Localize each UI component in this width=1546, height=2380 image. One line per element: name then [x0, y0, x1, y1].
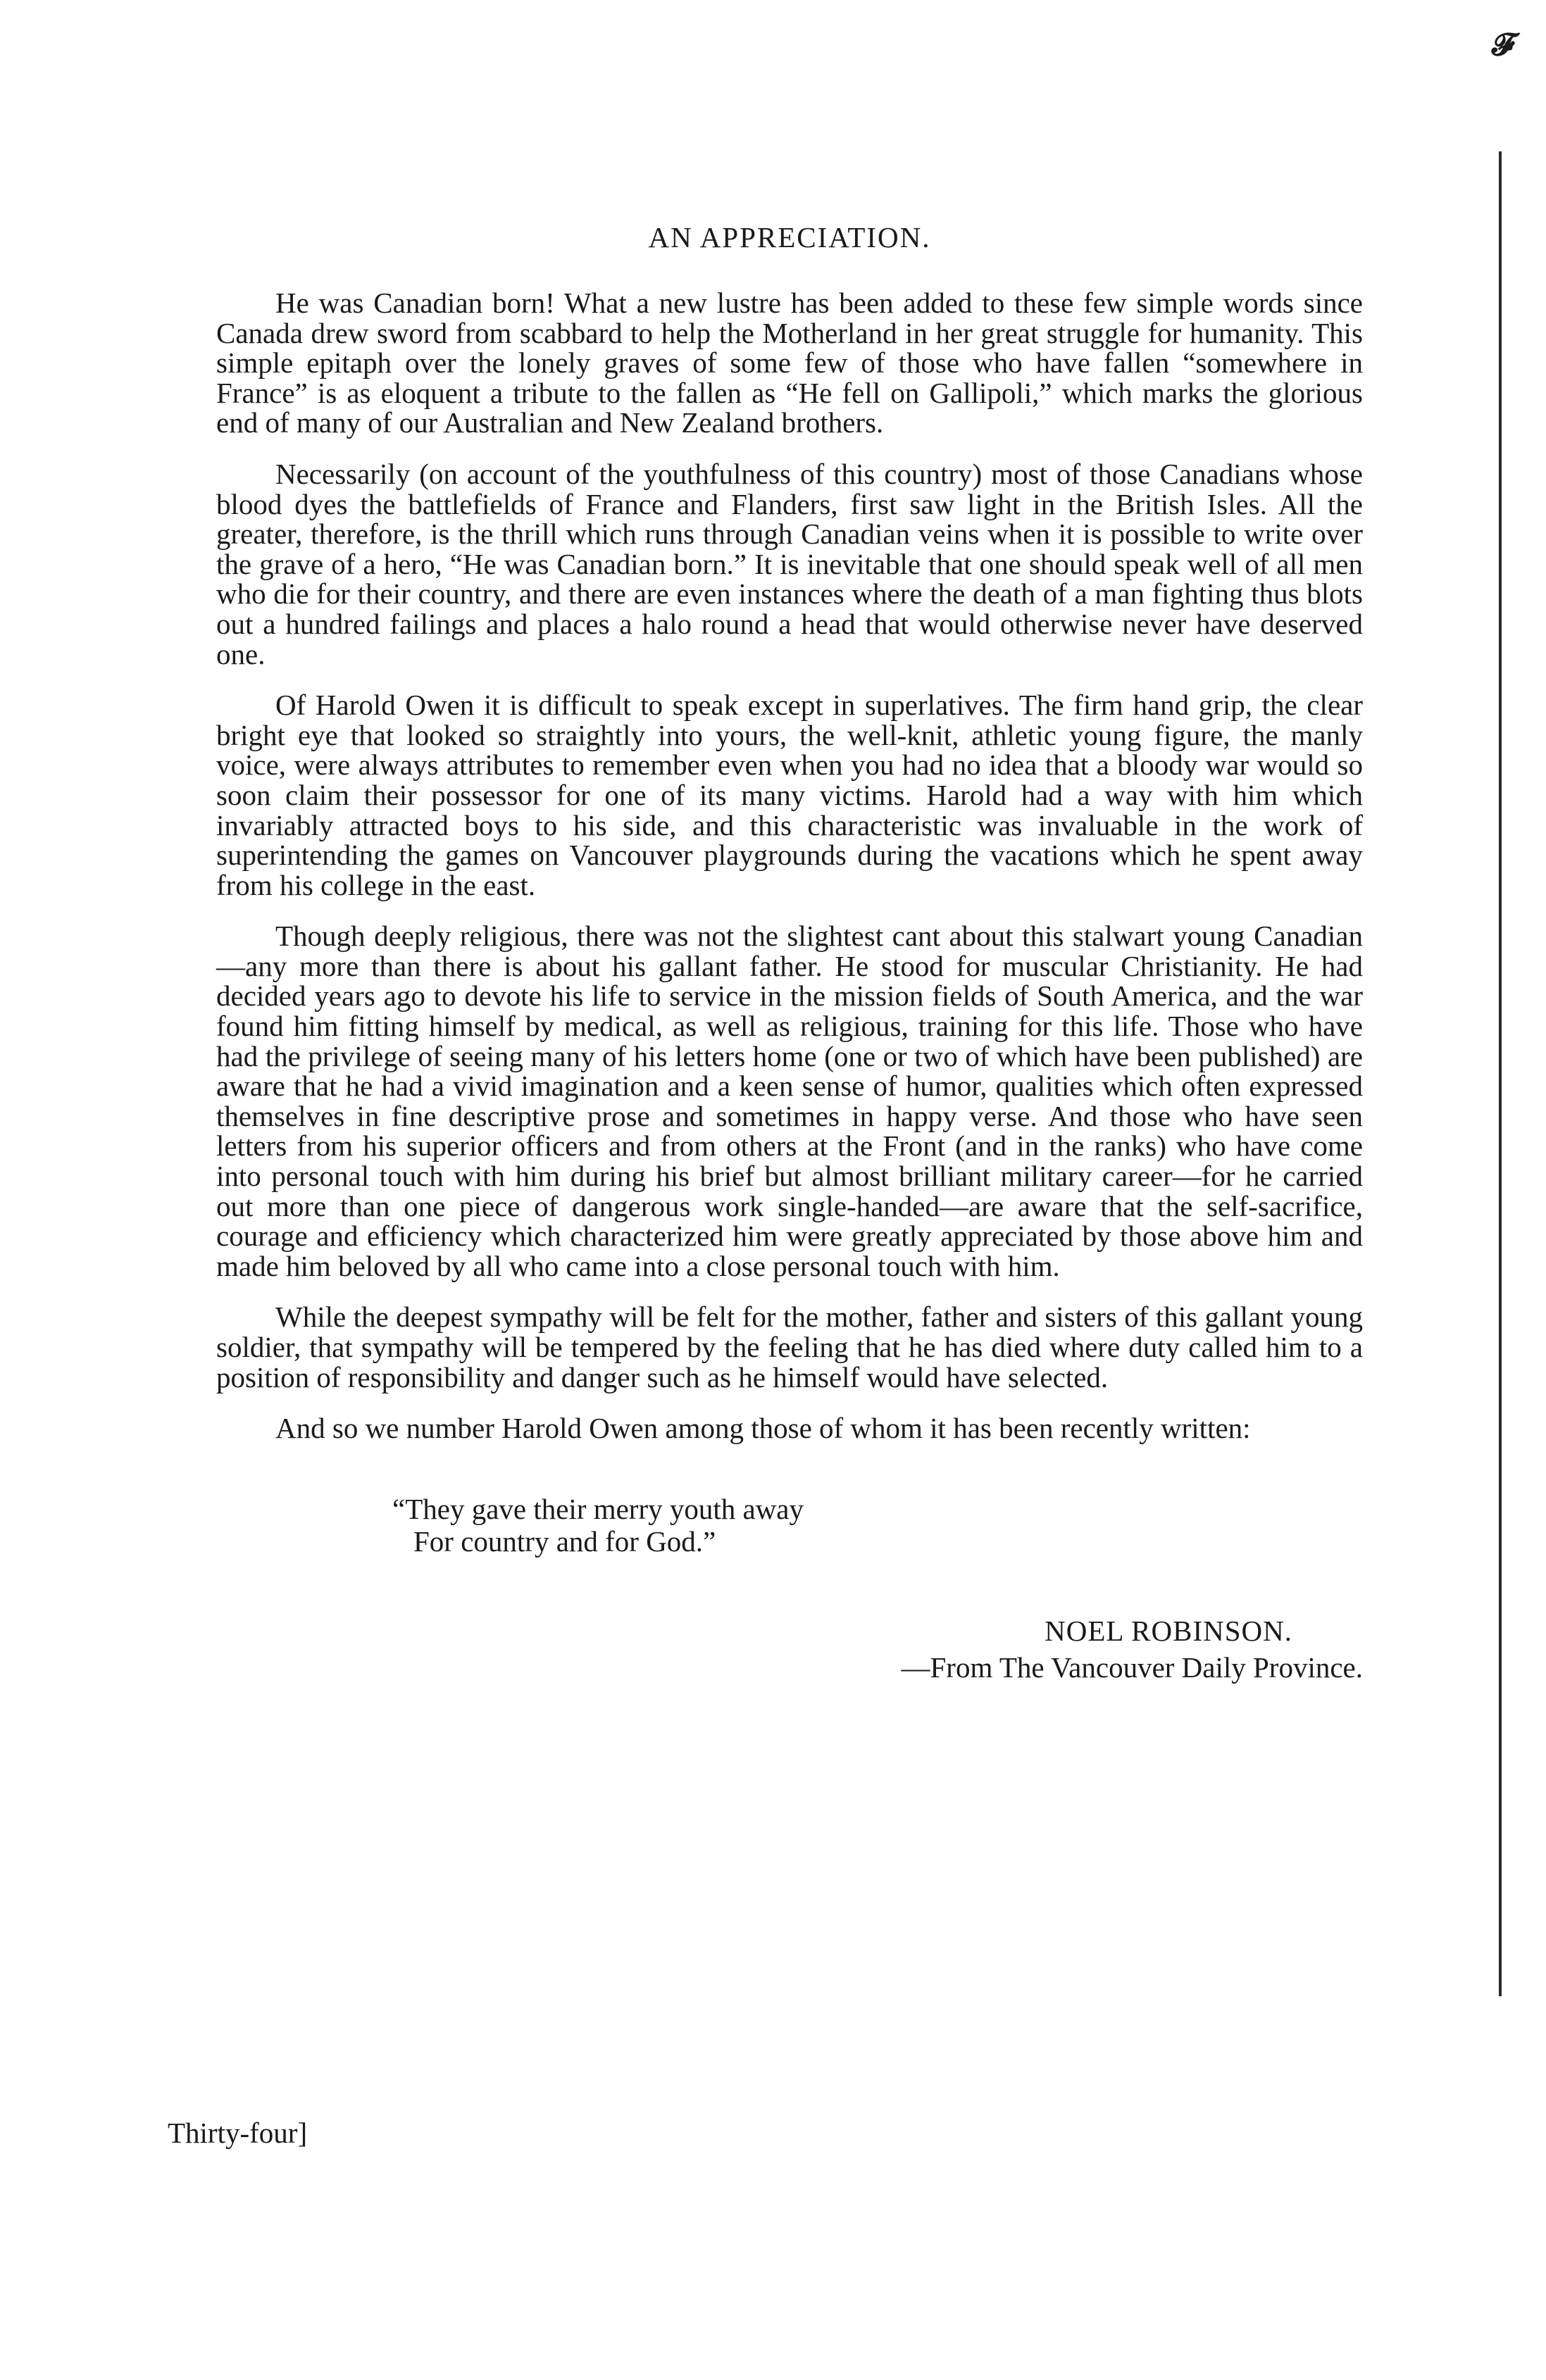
paragraph-1: He was Canadian born! What a new lustre has been added to these few simple words since Canada drew sword from scabbard to help the Motherland in her great struggle for humanity. This simple epitaph over the lonely graves of some few of those who have fallen “somewhere in France” is as eloquent a tribute to the fallen as “He fell on Gallipoli,” which marks the glorious end of many of our Australian and New Zealand brothers.: [216, 287, 1363, 439]
signature-block: [216, 1612, 1363, 1686]
paragraph-2: Necessarily (on account of the youthfulness of this country) most of those Canadians whose blood dyes the battlefields of France and Flanders, first saw light in the British Isles. All the greater, therefore, is the thrill which runs through Canadian veins when it is possible to write over the grave of a hero, “He was Canadian born.” It is inevitable that one should speak well of all men who die for their country, and there are even instances where the death of a man fighting thus blots out a hundred failings and places a halo round a head that would otherwise never have deserved one.: [216, 457, 1363, 670]
verse-line-2: For country and for God.”: [413, 1524, 716, 1558]
page-edge-line: [1499, 151, 1502, 1996]
author-name: NOEL ROBINSON.: [1045, 1614, 1292, 1647]
corner-mark: 𝓕: [1492, 27, 1515, 62]
paragraph-3: Of Harold Owen it is difficult to speak except in superlatives. The firm hand grip, the clear bright eye that looked so straightly into yours, the well-knit, athletic young figure, the manly voice, were always attributes to remember even when you had no idea that a bloody war would so soon claim their possessor for one of its many victims. Harold had a way with him which invariably attracted boys to his side, and this characteristic was invaluable in the work of superintending the games on Vancouver playgrounds during the vacations which he spent away from his college in the east.: [216, 689, 1363, 901]
page-number-label: Thirty-four]: [168, 2117, 308, 2149]
verse-quote: [392, 1493, 1363, 1558]
paragraph-4: Though deeply religious, there was not the slightest cant about this stalwart young Canadian—any more than there is about his gallant father. He stood for muscular Christianity. He had decided years ago to devote his life to service in the mission fields of South America, and the war found him fitting himself by medical, as well as religious, training for this life. Those who have had the privilege of seeing many of his letters home (one or two of which have been published) are aware that he had a vivid imagination and a keen sense of humor, qualities which often expressed themselves in fine descriptive prose and sometimes in happy verse. And those who have seen letters from his superior officers and from others at the Front (and in the ranks) who have come into personal touch with him during his brief but almost brilliant military career—for he carried out more than one piece of dangerous work single-handed—are aware that the self-sacrifice, courage and efficiency which characterized him were greatly appreciated by those above him and made him beloved by all who came into a close personal touch with him.: [216, 920, 1363, 1282]
verse-line-1: “They gave their merry youth away: [392, 1492, 804, 1525]
paragraph-5: While the deepest sympathy will be felt for the mother, father and sisters of this gallant young soldier, that sympathy will be tempered by the feeling that he has died where duty called him to a position of responsibility and danger such as he himself would have selected.: [216, 1301, 1363, 1393]
paragraph-6: And so we number Harold Owen among those of whom it has been recently written:: [275, 1412, 1251, 1445]
article-title: AN APPRECIATION.: [648, 221, 931, 253]
article-body: [216, 220, 1363, 1686]
source-credit: —From The Vancouver Daily Province.: [901, 1651, 1363, 1684]
